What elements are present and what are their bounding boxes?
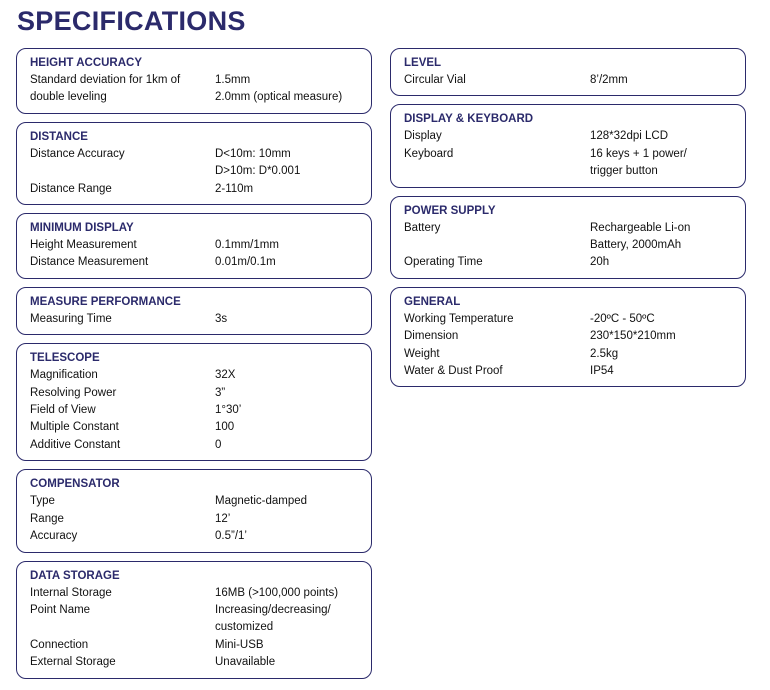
spec-value	[215, 654, 361, 671]
spec-label-line: Additive Constant	[30, 438, 121, 451]
spec-label	[30, 511, 215, 528]
spec-section-compensator	[16, 469, 372, 552]
spec-label-line: Distance Range	[30, 182, 112, 195]
spec-section-level	[390, 48, 746, 96]
spec-value	[215, 419, 361, 436]
spec-value	[215, 437, 361, 454]
spec-value-line: Mini-USB	[215, 638, 264, 651]
spec-row	[404, 328, 735, 345]
spec-row	[404, 254, 735, 271]
spec-label-line: Connection	[30, 638, 89, 651]
spec-value	[215, 311, 361, 328]
spec-row	[30, 311, 361, 328]
spec-label	[404, 128, 590, 145]
section-title: MEASURE PERFORMANCE	[30, 295, 181, 308]
spec-label	[30, 585, 215, 602]
spec-label	[404, 311, 590, 328]
spec-value-line: D>10m: D*0.001	[215, 165, 301, 178]
spec-value-line: 32X	[215, 369, 236, 382]
spec-label	[30, 437, 215, 454]
spec-value	[215, 385, 361, 402]
spec-section-telescope	[16, 343, 372, 461]
spec-label-line: Display	[404, 130, 442, 143]
spec-label	[30, 419, 215, 436]
spec-label-line: Field of View	[30, 404, 96, 417]
spec-label-line: Magnification	[30, 369, 98, 382]
spec-label	[30, 528, 215, 545]
spec-value-line: Rechargeable Li-on	[590, 221, 691, 234]
spec-value-line: 1.5mm	[215, 74, 251, 86]
spec-value-line: Battery, 2000mAh	[590, 239, 682, 252]
spec-row	[404, 220, 735, 255]
spec-value	[215, 602, 361, 637]
section-title: GENERAL	[404, 295, 461, 308]
section-title: POWER SUPPLY	[404, 204, 496, 217]
section-title: MINIMUM DISPLAY	[30, 222, 134, 235]
spec-value	[590, 363, 735, 380]
spec-label	[30, 181, 215, 198]
spec-row	[30, 385, 361, 402]
page-title: SPECIFICATIONS	[17, 6, 246, 36]
section-title: TELESCOPE	[30, 352, 100, 365]
spec-label	[404, 346, 590, 363]
spec-value	[590, 346, 735, 363]
spec-section-height-accuracy	[16, 48, 372, 114]
spec-label-line: Measuring Time	[30, 312, 112, 325]
spec-label	[30, 72, 215, 107]
spec-label-line: Point Name	[30, 603, 91, 616]
spec-row	[30, 528, 361, 545]
spec-section-power-supply	[390, 196, 746, 279]
spec-section-distance	[16, 122, 372, 205]
spec-value-line: IP54	[590, 365, 614, 378]
spec-value-line: 0	[215, 438, 222, 451]
spec-row	[30, 237, 361, 254]
spec-label-line: Height Measurement	[30, 239, 137, 252]
spec-label	[30, 602, 215, 637]
spec-value	[590, 311, 735, 328]
spec-row	[404, 128, 735, 145]
spec-label	[30, 367, 215, 384]
spec-value	[590, 146, 735, 181]
spec-row	[30, 637, 361, 654]
spec-label-line: External Storage	[30, 656, 116, 669]
spec-value	[215, 367, 361, 384]
spec-label-line: Standard deviation for 1km of	[30, 74, 181, 86]
spec-row	[30, 367, 361, 384]
spec-label-line: Circular Vial	[404, 74, 466, 86]
spec-row	[30, 602, 361, 637]
spec-value-line: 16 keys + 1 power/	[590, 147, 687, 160]
spec-value	[215, 528, 361, 545]
spec-value-line: 2.5kg	[590, 347, 619, 360]
spec-label	[30, 402, 215, 419]
spec-section-measure-performance	[16, 287, 372, 335]
spec-label-line: Type	[30, 495, 55, 508]
spec-label	[404, 363, 590, 380]
spec-value-line: 0.1mm/1mm	[215, 239, 279, 252]
spec-label	[30, 493, 215, 510]
spec-label	[404, 328, 590, 345]
spec-label	[30, 311, 215, 328]
spec-row	[30, 72, 361, 107]
spec-section-general	[390, 287, 746, 388]
spec-label-line: Accuracy	[30, 530, 78, 543]
spec-value	[215, 511, 361, 528]
right-column	[390, 48, 746, 395]
spec-value	[215, 402, 361, 419]
spec-value-line: trigger button	[590, 165, 658, 178]
spec-label-line: Water & Dust Proof	[404, 365, 503, 378]
section-title: DISTANCE	[30, 130, 88, 143]
spec-row	[30, 146, 361, 181]
spec-value-line: -20ºC - 50ºC	[590, 312, 655, 325]
spec-value	[215, 146, 361, 181]
spec-value-line: 3s	[215, 312, 228, 325]
spec-row	[404, 311, 735, 328]
spec-value-line: 128*32dpi LCD	[590, 130, 669, 143]
spec-value	[590, 72, 735, 89]
spec-label	[30, 237, 215, 254]
spec-value-line: 3”	[215, 386, 226, 399]
section-title: DATA STORAGE	[30, 569, 120, 582]
spec-label	[30, 637, 215, 654]
spec-row	[30, 419, 361, 436]
spec-label-line: Working Temperature	[404, 312, 514, 325]
spec-value-line: 230*150*210mm	[590, 330, 676, 343]
spec-row	[30, 181, 361, 198]
spec-value-line: 8’/2mm	[590, 74, 628, 86]
spec-row	[30, 511, 361, 528]
spec-value-line: 20h	[590, 256, 610, 269]
spec-value-line: Increasing/decreasing/	[215, 603, 331, 616]
spec-row	[404, 346, 735, 363]
spec-label-line: Weight	[404, 347, 440, 360]
spec-row	[30, 437, 361, 454]
spec-value	[590, 128, 735, 145]
section-title: COMPENSATOR	[30, 478, 120, 491]
spec-value	[215, 637, 361, 654]
spec-value	[590, 328, 735, 345]
spec-label	[404, 72, 590, 89]
spec-label-line: Distance Accuracy	[30, 147, 125, 160]
spec-label-line: double leveling	[30, 91, 107, 104]
spec-value-line: Magnetic-damped	[215, 495, 308, 508]
spec-row	[404, 146, 735, 181]
section-title: LEVEL	[404, 57, 442, 69]
spec-label-line: Distance Measurement	[30, 256, 149, 269]
spec-value	[215, 237, 361, 254]
spec-label	[30, 385, 215, 402]
spec-value-line: 2-110m	[215, 182, 254, 195]
spec-label	[30, 254, 215, 271]
spec-label-line: Dimension	[404, 330, 459, 343]
spec-label-line: Resolving Power	[30, 386, 117, 399]
spec-value-line: 2.0mm (optical measure)	[215, 91, 343, 104]
spec-label	[404, 146, 590, 181]
section-title: DISPLAY & KEYBOARD	[404, 113, 534, 126]
spec-value	[590, 254, 735, 271]
spec-row	[404, 363, 735, 380]
spec-value	[215, 585, 361, 602]
spec-value-line: 16MB (>100,000 points)	[215, 586, 339, 599]
spec-value-line: D<10m: 10mm	[215, 147, 291, 160]
spec-section-data-storage	[16, 561, 372, 679]
spec-row	[30, 493, 361, 510]
spec-label-line	[30, 163, 215, 180]
spec-row	[30, 402, 361, 419]
spec-row	[30, 654, 361, 671]
spec-label	[404, 220, 590, 255]
spec-label	[30, 146, 215, 181]
spec-value-line: 0.01m/0.1m	[215, 256, 276, 269]
spec-label-line: Keyboard	[404, 147, 454, 160]
spec-label	[30, 654, 215, 671]
spec-label-line: Internal Storage	[30, 586, 112, 599]
spec-value	[215, 493, 361, 510]
spec-value	[590, 220, 735, 255]
spec-section-minimum-display	[16, 213, 372, 279]
spec-value-line: customized	[215, 621, 274, 634]
spec-value	[215, 72, 361, 107]
spec-label-line: Range	[30, 512, 64, 525]
spec-row	[404, 72, 735, 89]
spec-label-line: Battery	[404, 221, 441, 234]
spec-row	[30, 585, 361, 602]
section-title: HEIGHT ACCURACY	[30, 57, 143, 69]
spec-value	[215, 254, 361, 271]
spec-label-line: Operating Time	[404, 256, 483, 269]
spec-section-display-and-keyboard	[390, 104, 746, 187]
spec-label-line: Multiple Constant	[30, 421, 119, 434]
spec-row	[30, 254, 361, 271]
spec-value-line: 1°30’	[215, 404, 242, 417]
spec-label	[404, 254, 590, 271]
left-column	[16, 48, 372, 687]
spec-value-line: 12’	[215, 512, 231, 525]
spec-value-line: 0.5”/1’	[215, 530, 247, 543]
spec-value-line: 100	[215, 421, 235, 434]
spec-value	[215, 181, 361, 198]
spec-value-line: Unavailable	[215, 656, 276, 669]
